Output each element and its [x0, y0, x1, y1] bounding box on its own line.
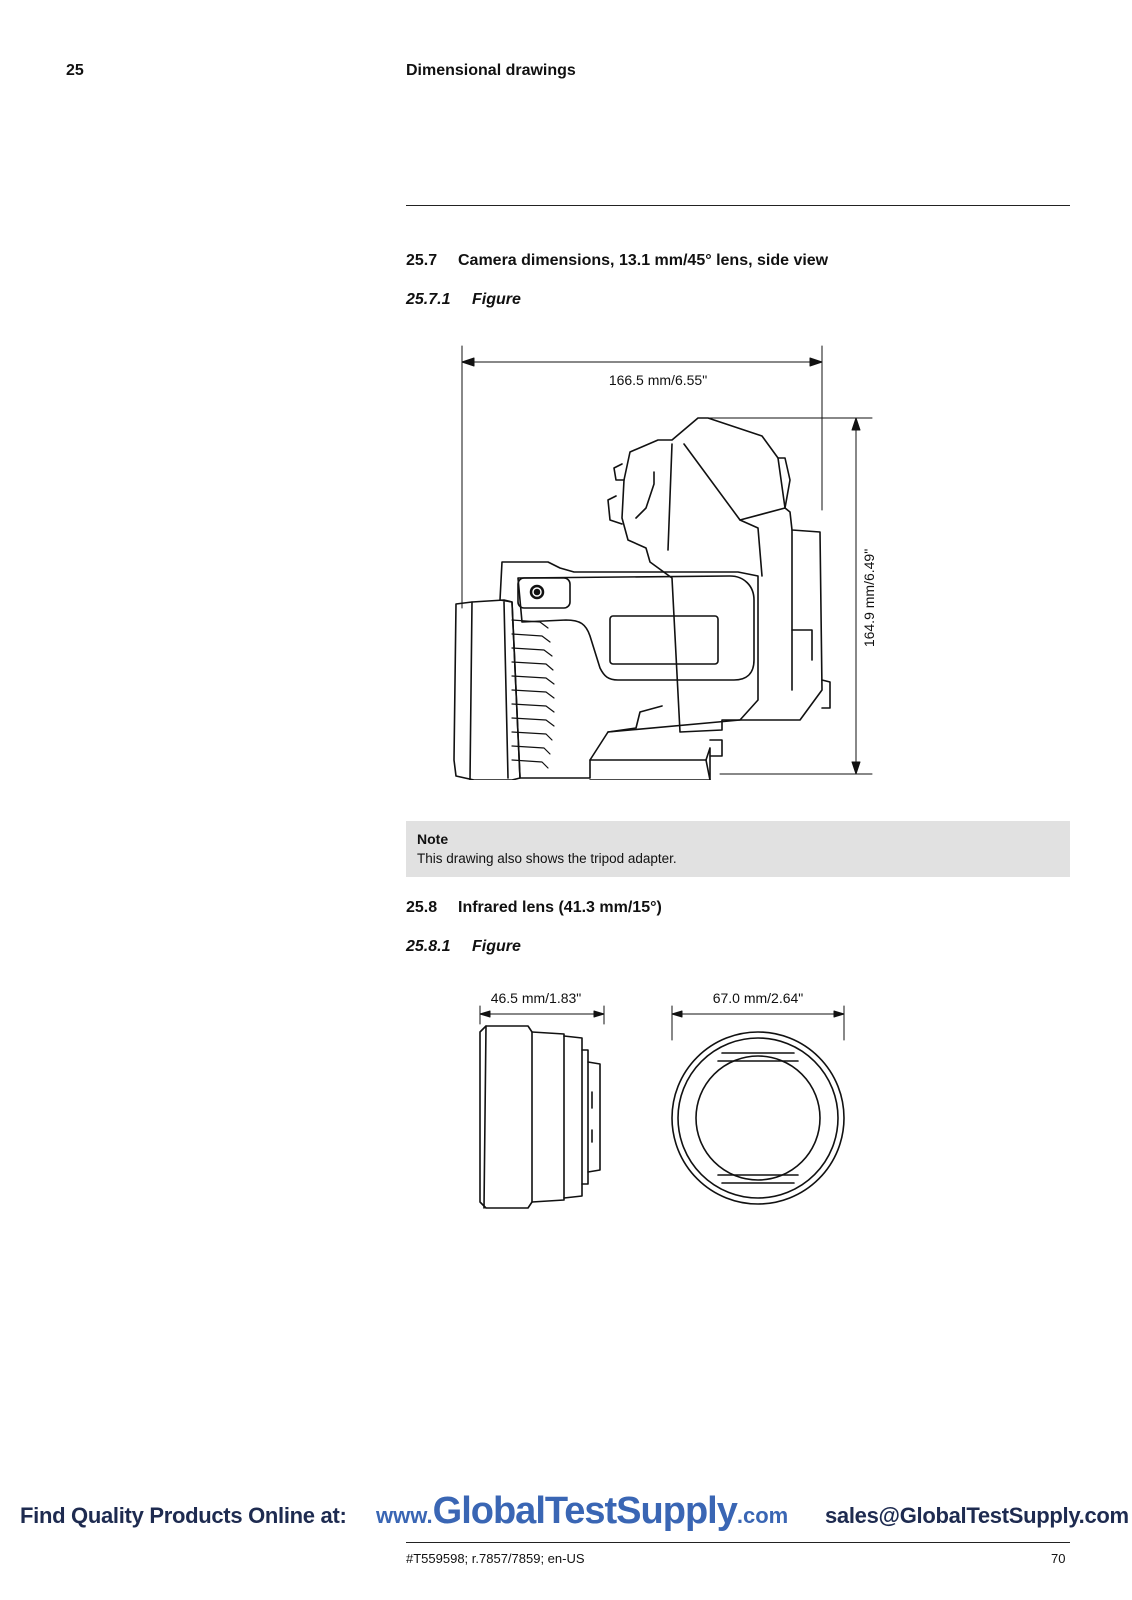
- note-title: Note: [417, 831, 449, 847]
- camera-lens: [454, 600, 554, 780]
- subsection-number: 25.7.1: [406, 291, 451, 308]
- lens-front-view: [672, 990, 844, 1204]
- lens-length-label: 46.5 mm/1.83": [490, 990, 582, 1006]
- chapter-number: 25: [66, 62, 84, 79]
- subsection-title: Figure: [472, 938, 521, 955]
- document-reference: #T559598; r.7857/7859; en-US: [406, 1551, 585, 1566]
- camera-side-view-drawing: [440, 340, 880, 780]
- section-number: 25.8: [406, 899, 438, 916]
- subsection-title: Figure: [472, 291, 521, 308]
- url-prefix: www.: [376, 1503, 433, 1528]
- section-title: Camera dimensions, 13.1 mm/45° lens, side view: [458, 252, 829, 269]
- subsection-number: 25.8.1: [406, 938, 451, 955]
- lens-side-view: [480, 990, 604, 1208]
- footer-email-link[interactable]: sales@GlobalTestSupply.com: [825, 1503, 1129, 1528]
- subsection-heading-25-8-1: [406, 938, 521, 956]
- chapter-title: Dimensional drawings: [406, 62, 576, 79]
- section-number: 25.7: [406, 252, 438, 269]
- section-heading-25-8: [406, 899, 662, 917]
- section-heading-25-7: [406, 252, 828, 270]
- height-label: 164.9 mm/6.49": [861, 548, 877, 648]
- subsection-heading-25-7-1: [406, 291, 521, 309]
- note-text: This drawing also shows the tripod adapter.: [417, 851, 677, 866]
- width-label: 166.5 mm/6.55": [608, 372, 708, 388]
- lens-diameter-label: 67.0 mm/2.64": [712, 990, 804, 1006]
- url-main: GlobalTestSupply: [432, 1490, 737, 1532]
- camera-head: [608, 418, 830, 732]
- footer-divider: [406, 1542, 1070, 1543]
- footer-find-text: Find Quality Products Online at:: [20, 1503, 347, 1528]
- page-number: 70: [1051, 1551, 1066, 1566]
- note-box: [406, 821, 1070, 877]
- infrared-lens-drawing: [460, 990, 860, 1220]
- url-suffix: .com: [736, 1503, 789, 1528]
- footer-website-link[interactable]: [376, 1490, 788, 1533]
- section-title: Infrared lens (41.3 mm/15°): [458, 899, 662, 916]
- header-divider: [406, 205, 1070, 206]
